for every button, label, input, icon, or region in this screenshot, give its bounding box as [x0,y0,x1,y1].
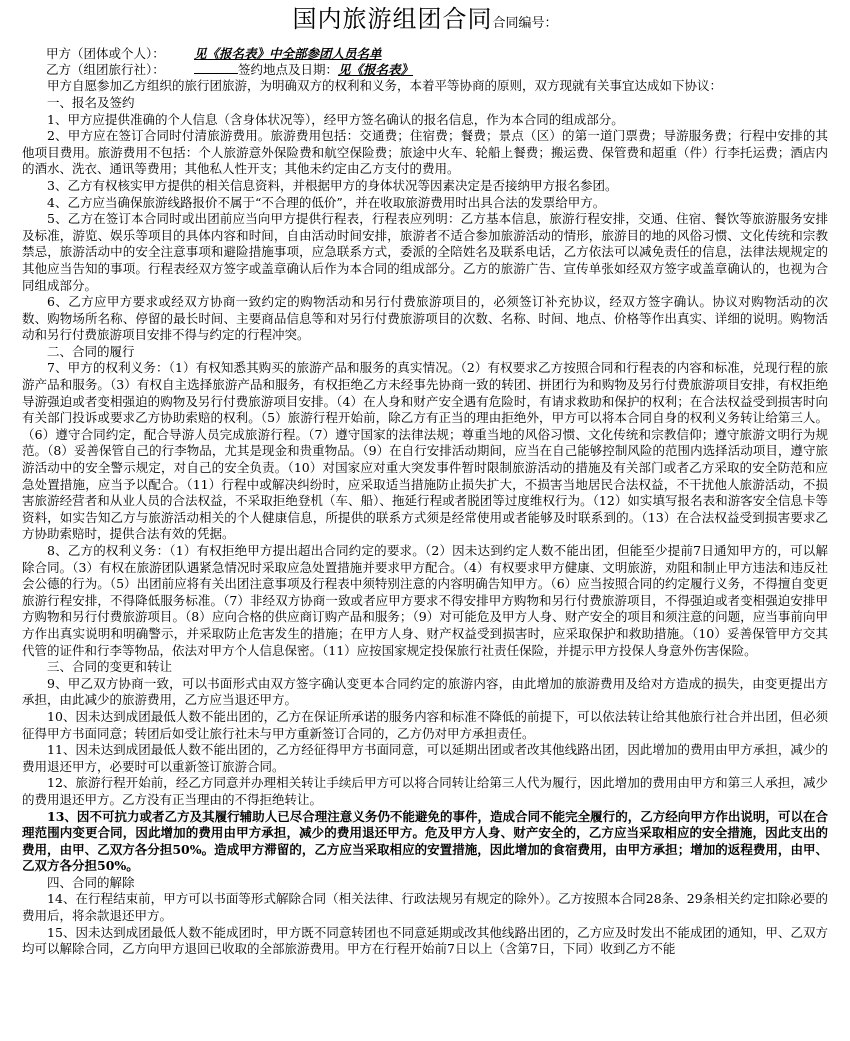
clause-paragraph: 4、乙方应当确保旅游线路报价不属于“不合理的低价”，并在收取旅游费用时出具合法的发票给甲方。 [47,194,606,210]
clause-paragraph: 9、甲乙双方协商一致，可以书面形式由双方签字确认变更本合同约定的旅游内容，由此增加的旅游费用及给对方造成的损失，由变更提出方承担，由此减少的旅游费用，乙方应当退还甲方。 [22,675,828,708]
clause-paragraph: 7、甲方的权利义务：（1）有权知悉其购买的旅游产品和服务的真实情况。（2）有权要求乙方按照合同和行程表的内容和标准，兑现行程的旅游产品和服务。（3）有权自主选择旅游产品和服务，有权拒绝乙方未经事先协商一致的转团、拼团行为和购物及另行付费旅游项目安排，有权拒绝导游强迫或者变相强迫的购物及另行付费旅游项目安排。（4）在人身和财产安全遇有危险时，有请求救助和保护的权利；在合法权益受到损害时向有关部门投诉或要求乙方协助索赔的权利。（5）旅游行程开始前，除乙方有正当的理由拒绝外，甲方可以将本合同自身的权利义务转让给第三人。（6）遵守合同约定，配合导游人员完成旅游行程。（7）遵守国家的法律法规；尊重当地的风俗习惯、文化传统和宗教信仰；遵守旅游文明行为规范。（8）妥善保管自己的行李物品，尤其是现金和贵重物品。（9）在自行安排活动期间，应当在自己能够控制风险的范围内选择活动项目，遵守旅游活动中的安全警示规定，对自己的安全负责。（10）对国家应对重大突发事件暂时限制旅游活动的措施及有关部门或者乙方采取的安全防范和应急处置措施，应当予以配合。（11）行程中或解决纠纷时，应采取适当措施防止损失扩大，不损害当地居民合法权益，不干扰他人旅游活动，不损害旅游经营者和从业人员的合法权益，不采取拒绝登机（车、船）、拖延行程或者脱团等过度维权行为。（12）如实填写报名表和游客安全信息卡等资料，如实告知乙方与旅游活动相关的个人健康信息，所提供的联系方式须是经常使用或者能够及时联系到的。（13）在合法权益受到损害要求乙方协助索赔时，提供合法有效的凭据。 [22,360,828,542]
clause-paragraph: 1、甲方应提供准确的个人信息（含身体状况等），经甲方签名确认的报名信息，作为本合同的组成部分。 [47,111,624,127]
party-b-label: 乙方（组团旅行社）： [46,62,165,78]
section-heading: 三、合同的变更和转让 [47,659,173,675]
party-b-sign-value: 见《报名表》 [338,62,414,78]
section-heading: 一、报名及签约 [47,94,135,110]
party-a-value: 见《报名表》中全部参团人员名单 [194,46,382,62]
contract-number-label: 合同编号： [492,16,558,31]
clause-paragraph: 3、乙方有权核实甲方提供的相关信息资料，并根据甲方的身体状况等因素决定是否接纳甲方报名参团。 [47,177,618,193]
clause-paragraph: 5、乙方在签订本合同时或出团前应当向甲方提供行程表，行程表应列明：乙方基本信息，旅游行程安排，交通、住宿、餐饮等旅游服务安排及标准，游览、娱乐等项目的具体内容和时间，自由活动时间安排，旅游者不适合参加旅游活动的情形，旅游目的地的风俗习惯、文化传统和宗教禁忌，旅游活动中的安全注意事项和避险措施事项，应急联系方式，委派的全陪姓名及联系电话，乙方依法可以减免责任的信息，法律法规规定的其他应当告知的事项。行程表经双方签字或盖章确认后作为本合同的组成部分。乙方的旅游广告、宣传单张如经双方签字或盖章确认的，也视为合同组成部分。 [22,211,828,293]
title-row [22,6,828,32]
clause-paragraph: 8、乙方的权利义务：（1）有权拒绝甲方提出超出合同约定的要求。（2）因未达到约定人数不能出团，但能至少提前7日通知甲方的，可以解除合同。（3）有权在旅游团队遇紧急情况时采取应急处置措施并要求甲方配合。（4）有权要求甲方健康、文明旅游，劝阻和制止甲方违法和违反社会公德的行为。（5）出团前应将有关出团注意事项及行程表中须特别注意的内容明确告知甲方。（6）应当按照合同的约定履行义务，不得擅自变更旅游行程安排，不得降低服务标准。（7）非经双方协商一致或者应甲方要求不得安排甲方购物和另行付费旅游项目，不得强迫或者变相强迫安排甲方购物和另行付费旅游项目。（8）应向合格的供应商订购产品和服务；（9）对可能危及甲方人身、财产安全的项目和须注意的问题，应当事前向甲方作出真实说明和明确警示，并采取防止危害发生的措施；在甲方人身、财产权益受到损害时，应采取保护和救助措施。（10）妥善保管甲方交其代管的证件和行李等物品，依法对甲方个人信息保密。（11）应按国家规定投保旅行社责任保险，并提示甲方投保人身意外伤害保险。 [22,543,828,658]
clause-paragraph-bold: 13、因不可抗力或者乙方及其履行辅助人已尽合理注意义务仍不能避免的事件，造成合同不能完全履行的，乙方经向甲方作出说明，可以在合理范围内变更合同，因此增加的费用由甲方承担，减少的费用退还甲方。危及甲方人身、财产安全的，乙方应当采取相应的安全措施，因此支出的费用，由甲、乙双方各分担50%。造成甲方滞留的，乙方应当采取相应的安置措施，因此增加的食宿费用，由甲方承担；增加的返程费用，由甲、乙双方各分担50%。 [22,808,828,874]
party-b-blank [194,62,238,74]
party-a-label: 甲方（团体或个人）： [46,46,165,62]
clause-paragraph: 11、因未达到成团最低人数不能出团的，乙方经征得甲方书面同意，可以延期出团或者改其他线路出团，因此增加的费用由甲方承担，减少的费用退还甲方，必要时可以重新签订旅游合同。 [22,742,828,774]
party-b-line [46,62,828,78]
clause-paragraph: 2、甲方应在签订合同时付清旅游费用。旅游费用包括：交通费；住宿费；餐费；景点（区）的第一道门票费；导游服务费；行程中安排的其他项目费用。旅游费用不包括：个人旅游意外保险费和航空保险费；旅途中火车、轮船上餐费；搬运费、保管费和超重（件）行李托运费；酒店内的酒水、洗衣、通讯等费用；其他私人性开支；其他未约定由乙方支付的费用。 [22,128,828,177]
section-heading: 二、合同的履行 [47,343,135,359]
party-a-line [46,46,828,62]
clause-paragraph: 12、旅游行程开始前，经乙方同意并办理相关转让手续后甲方可以将合同转让给第三人代为履行，因此增加的费用由甲方和第三人承担，减少的费用退还甲方。乙方没有正当理由的不得拒绝转让。 [22,775,828,807]
section-heading: 四、合同的解除 [47,874,135,890]
clause-paragraph: 10、因未达到成团最低人数不能出团的，乙方在保证所承诺的服务内容和标准不降低的前提下，可以依法转让给其他旅行社合并出团，但必须征得甲方书面同意；转团后如受让旅行社未与甲方重新签订合同的，乙方仍对甲方承担责任。 [22,708,828,741]
party-b-sign-label: 签约地点及日期： [238,62,339,78]
page-title: 国内旅游组团合同 [292,5,493,33]
clause-paragraph: 15、因未达到成团最低人数不能成团时，甲方既不同意转团也不同意延期或改其他线路出团的，乙方应及时发出不能成团的通知，甲、乙双方均可以解除合同，乙方向甲方退回已收取的全部旅游费用。甲方在行程开始前7日以上（含第7日，下同）收到乙方不能 [22,924,828,957]
intro-paragraph: 甲方自愿参加乙方组织的旅行团旅游，为明确双方的权利和义务，本着平等协商的原则，双方现就有关事宜达成如下协议： [47,78,723,94]
clause-paragraph: 6、乙方应甲方要求或经双方协商一致约定的购物活动和另行付费旅游项目的，必须签订补充协议，经双方签字确认。协议对购物活动的次数、购物场所名称、停留的最长时间、主要商品信息等和对另行付费旅游项目的次数、名称、时间、地点、价格等作出真实、详细的说明。购物活动和另行付费旅游项目安排不得与约定的行程冲突。 [22,294,828,343]
clause-paragraph: 14、在行程结束前，甲方可以书面等形式解除合同（相关法律、行政法规另有规定的除外）。乙方按照本合同28条、29条相关约定扣除必要的费用后，将余款退还甲方。 [22,891,828,924]
